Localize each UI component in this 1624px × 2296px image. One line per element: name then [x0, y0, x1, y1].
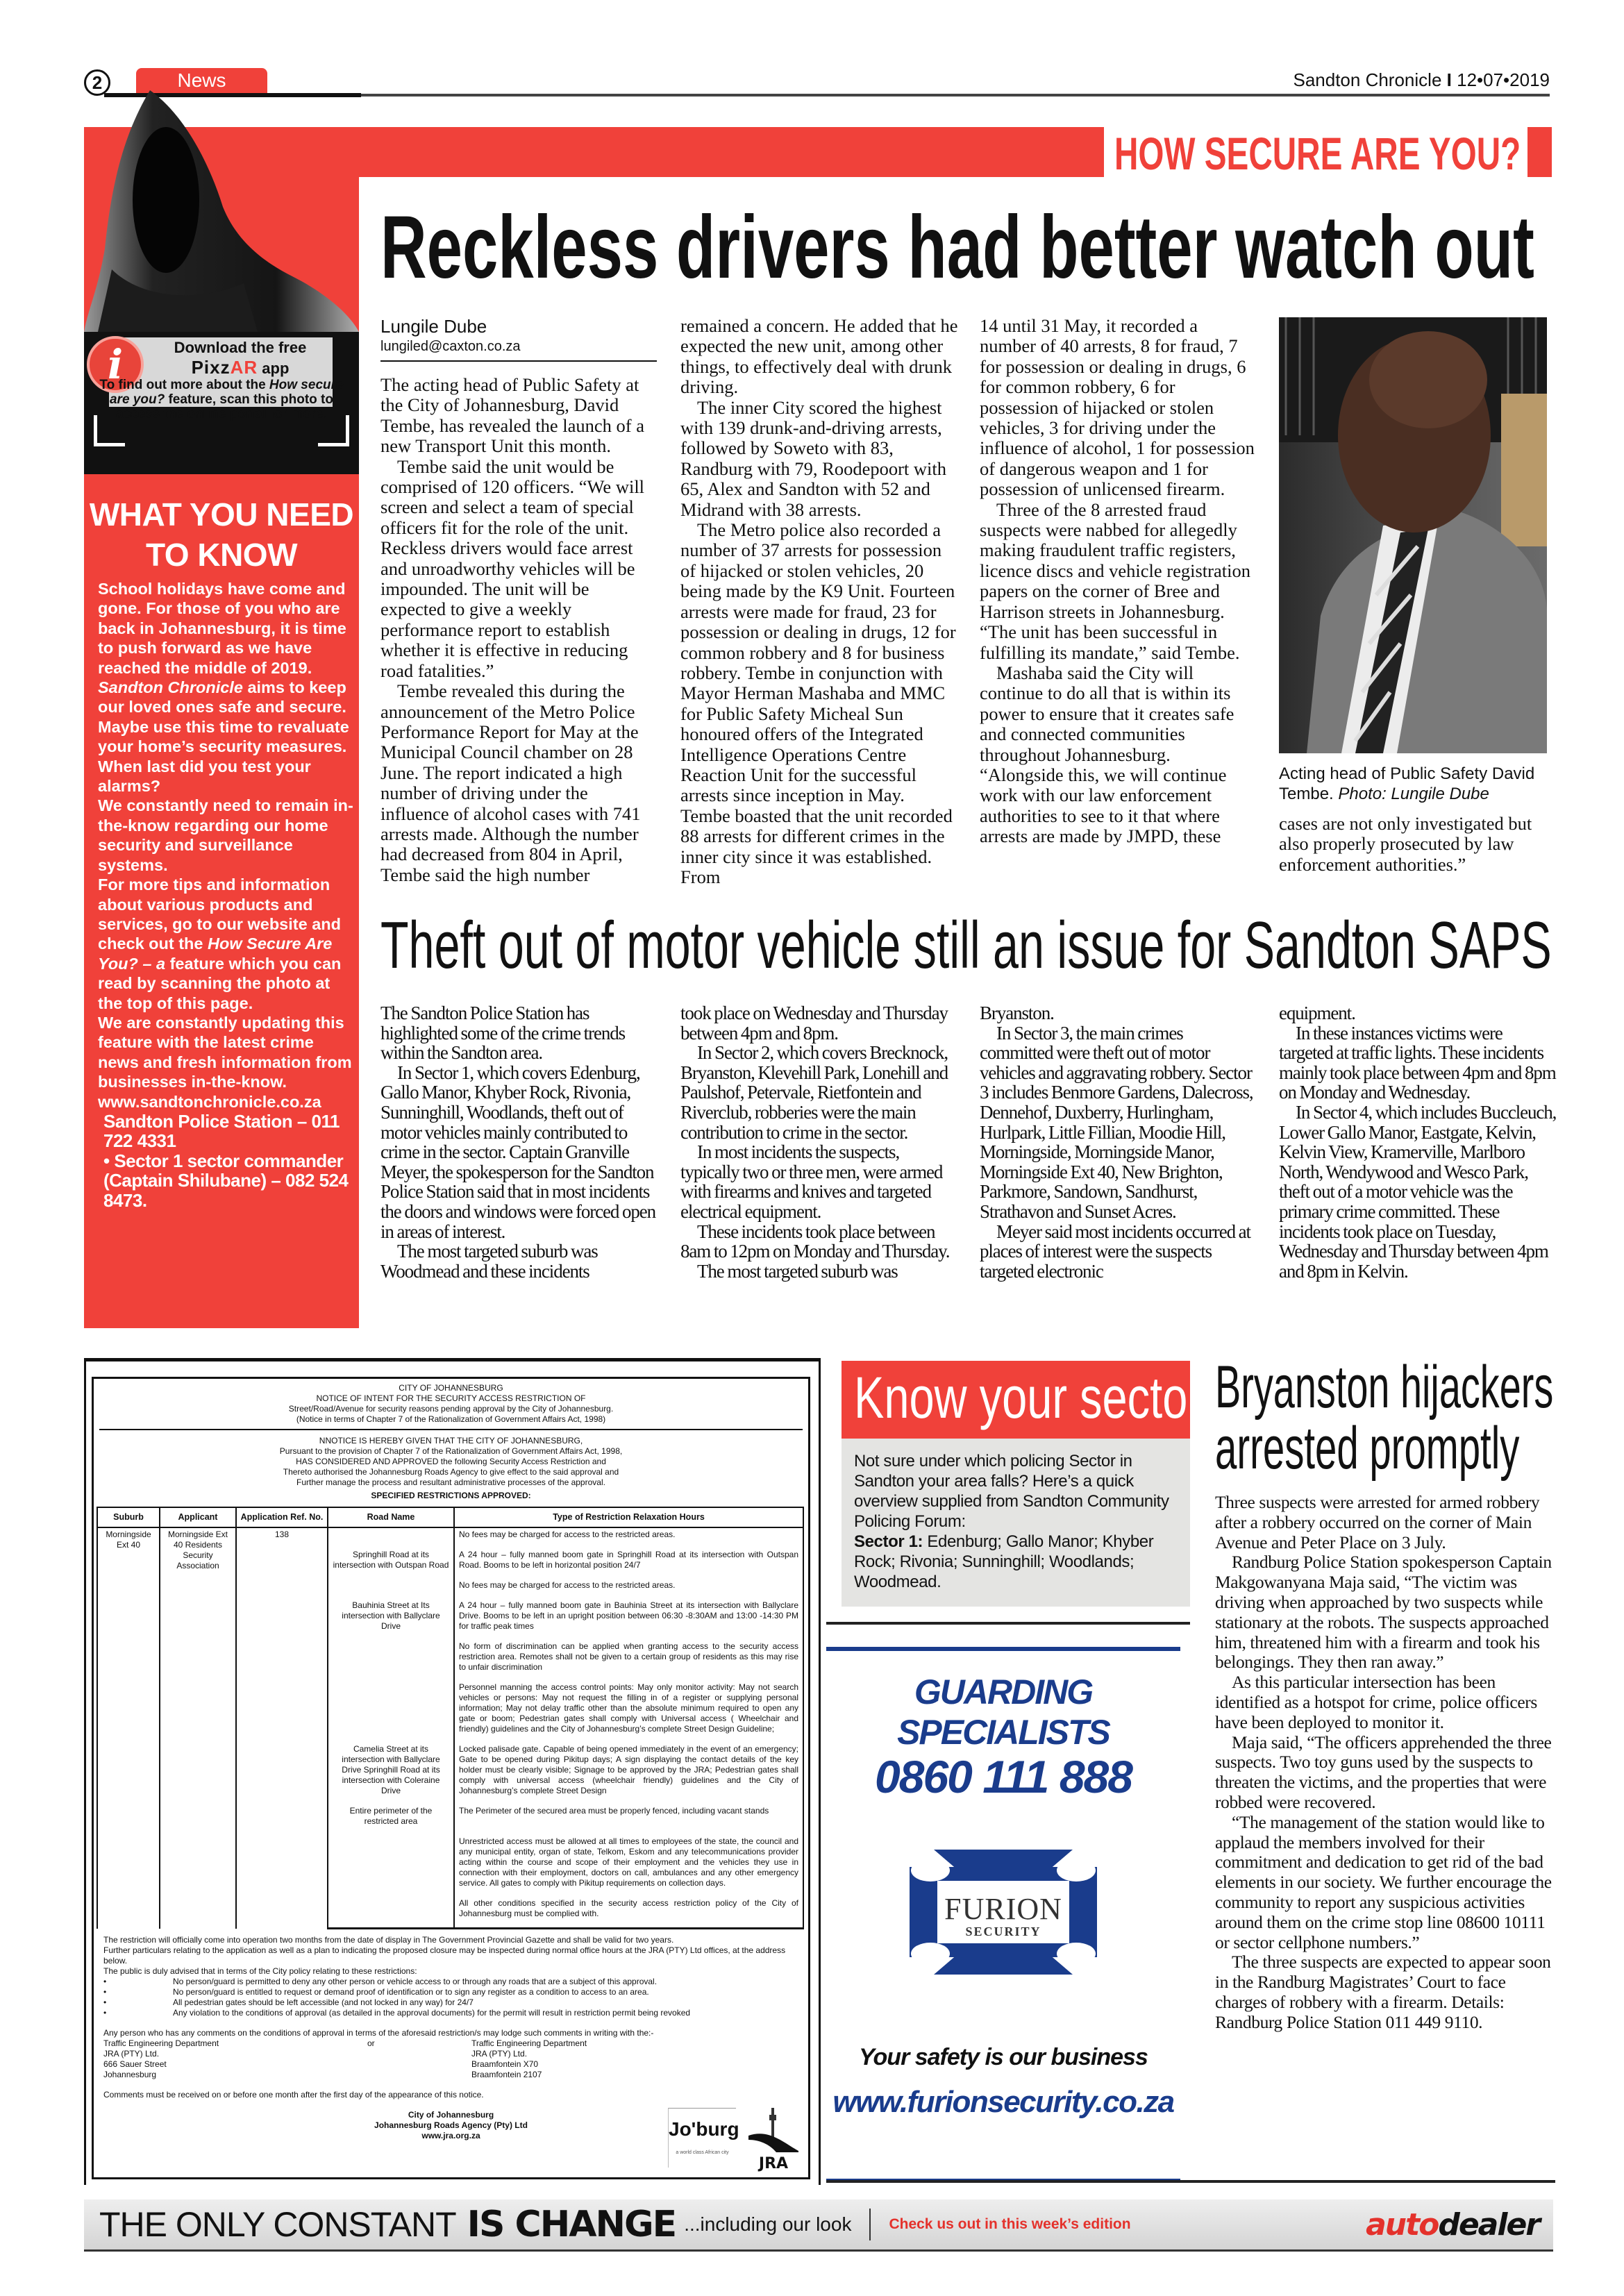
promo-line: Download the free: [174, 339, 307, 356]
banner-cta: Check us out in this week’s edition: [889, 2216, 1131, 2232]
notice-intro: [94, 1436, 808, 1488]
paragraph: Tembe said the unit would be comprised of 120 officers. “We will screen and select a team of special officers fit for the role of the unit. Reckless drivers would face arrest and unroadworthy vehicles will be impounded. The unit will be expected to give a weekly performance report to establish whether it is effective in reducing road fatalities.”: [380, 455, 645, 681]
caption-and-column: [1279, 764, 1551, 875]
sector-areas: Edenburg; Gallo Manor; Khyber Rock; Rivonia; Sunninghill; Woodlands; Woodmead.: [854, 1532, 1154, 1591]
text-line: www.jra.org.za: [421, 2131, 480, 2140]
text-line: CITY OF JOHANNESBURG: [399, 1383, 503, 1393]
banner-divider: [869, 2209, 871, 2240]
publication-ref: Sandton Chronicle: [98, 678, 243, 697]
joburg-logo: [668, 2108, 739, 2168]
furion-logo: [910, 1850, 1097, 1975]
paragraph: Bryanston.: [980, 1003, 1054, 1023]
banner-text-bold: IS CHANGE: [467, 2204, 676, 2245]
text-line: 666 Sauer Street: [103, 2059, 167, 2069]
furion-security-ad: [826, 1647, 1180, 2183]
notice-specified: SPECIFIED RESTRICTIONS APPROVED:: [371, 1491, 531, 1500]
bullet-icon: •: [103, 1977, 107, 1986]
cell-road-name: Bauhinia Street at Its intersection with Ballyclare Drive: [328, 1599, 454, 1640]
ad-phone: 0860 111 888: [875, 1751, 1132, 1802]
text-line: Johannesburg Roads Agency (Pty) Ltd: [374, 2120, 528, 2130]
issue-date: 12•07•2019: [1457, 69, 1550, 90]
feature-title: [1114, 128, 1521, 178]
paragraph: The Metro police also recorded a number of 37 arrests for possession of hijacked or stolen vehicles, 20 being made by the K9 Unit. Fourteen arrests were made for fraud, 23 for possession or dealing in drugs, 12 for common robbery and 8 for business robbery. Tembe in conjunction with Mayor Herman Mashaba and MMC for Public Safety Micheal Sun honoured offers of the Integrated Intelligence Operations Centre Reaction Unit for the successful arrests since inception in May. Tembe boasted that the unit recorded 88 arrests for different crimes in the inner city since it was established. From: [680, 519, 956, 887]
ad-url: www.furionsecurity.co.za: [832, 2085, 1174, 2119]
bullet-icon: •: [103, 2008, 107, 2018]
sidebar-paragraph: Maybe use this time to revaluate your home’s security measures. When last did you test your alarms?: [98, 717, 349, 796]
masthead: [1293, 69, 1550, 91]
headline: [1215, 1354, 1554, 1482]
feature-banner-bar: [359, 127, 1104, 177]
restrictions-table: [97, 1507, 804, 1929]
column-header: Applicant: [160, 1507, 236, 1527]
joburg-tagline: a world class African city: [676, 2150, 729, 2155]
article-column: [680, 316, 958, 887]
headline: [380, 908, 1552, 982]
notice-text: Any person who has any comments on the conditions of approval in terms of the aforesaid restriction/s may lodge such comments in writing with the:-: [103, 2028, 654, 2038]
author-email: lungiled@caxton.co.za: [380, 339, 521, 354]
feature-banner-end: [1527, 127, 1552, 177]
cell-restriction: No fees may be charged for access to the restricted areas.: [454, 1579, 803, 1599]
sector-commander-contact: • Sector 1 sector commander (Captain Shilubane) – 082 524 8473.: [103, 1150, 349, 1211]
bullet-item: [103, 1987, 798, 1997]
text-line: Johannesburg: [103, 2070, 157, 2079]
app-name-part: Pixz: [191, 357, 231, 378]
banner-tail: ...including our look: [684, 2213, 852, 2235]
app-promo-box: [84, 332, 359, 474]
autodealer-logo: [1366, 2207, 1539, 2243]
paragraph: The three suspects are expected to appear soon in the Randburg Magistrates’ Court to face charges of robbery with a firearm. Details: Randburg Police Station 011 449 9110.: [1215, 1952, 1551, 2032]
know-your-sector-title-text: Know your sector: [854, 1365, 1203, 1430]
text-line: Traffic Engineering Department: [471, 2038, 587, 2048]
address-or: or: [367, 2038, 375, 2048]
sidebar-body: [98, 579, 356, 1210]
paragraph: In Sector 2, which covers Brecknock, Bryanston, Klevehill Park, Lonehill and Paulshof, Petervale, Rietfontein and Riverclub, robberies were the main contribution to crime in the sector.: [680, 1042, 948, 1143]
column-header: Type of Restriction Relaxation Hours: [454, 1507, 803, 1527]
jra-logo: [748, 2108, 798, 2170]
table-header-row: [97, 1507, 803, 1527]
address-right: [471, 2038, 735, 2080]
article-column: [680, 1003, 958, 1281]
notice-bullets: [103, 1977, 798, 2018]
know-your-sector-body: [842, 1439, 1190, 1607]
bullet-text: No person/guard is entitled to request or demand proof of identification or to sign any register as a condition to access to an area.: [173, 1987, 649, 1997]
police-contact: Sandton Police Station – 011 722 4331: [103, 1110, 340, 1152]
paragraph: The acting head of Public Safety at the City of Johannesburg, David Tembe, has revealed the launch of a new Transport Unit this month.: [380, 374, 645, 457]
paragraph: cases are not only investigated but also properly prosecuted by law enforcement authorities.”: [1279, 813, 1532, 875]
text-line: Further manage the process and resultant administrative processes of the approval.: [296, 1477, 605, 1487]
text-line: City of Johannesburg: [408, 2110, 494, 2120]
jra-logo-text: JRA: [758, 2155, 789, 2172]
cell-restriction: The Perimeter of the secured area must be properly fenced, including vacant stands: [454, 1804, 803, 1835]
paragraph: Three of the 8 arrested fraud suspects were nabbed for allegedly making fraudulent traffic registers, licence discs and vehicle registration papers on the corner of Bree and Harrison streets in Johannesburg. “The unit has been successful in fulfilling its mandate,” said Tembe.: [980, 498, 1250, 663]
column-header: Suburb: [97, 1507, 160, 1527]
page-number: 2: [84, 69, 110, 96]
promo-text: feature, scan this photo to access the online portal for more.: [115, 392, 333, 421]
column-header: Application Ref. No.: [236, 1507, 328, 1527]
tower-icon: [748, 2108, 798, 2152]
paragraph: Randburg Police Station spokesperson Captain Makgowanyana Maja said, “The victim was driving when approached by two suspects while stationary at the robots. The suspects approached him, threatened him with a firearm and took his belongings. They then ran away.”: [1215, 1552, 1552, 1673]
text-line: NNOTICE IS HEREBY GIVEN THAT THE CITY OF JOHANNESBURG,: [319, 1436, 583, 1446]
paragraph: “The management of the station would like to applaud the members involved for their commitment and dedication to get rid of the bad elements in our society. We further encourage the community to report any suspicious activities around them on the crime stop line 08600 10111 or sector cellphone numbers.”: [1215, 1811, 1552, 1952]
section-tab: News: [136, 68, 267, 93]
paragraph: The inner City scored the highest with 139 drunk-and-driving arrests, followed by Soweto with 83, Randburg with 79, Roodepoort with 65, Alex and Sandton with 52 and Midrand with 38 arrests.: [680, 396, 947, 520]
cell-road-name: [328, 1640, 454, 1681]
text-line: JRA (PTY) Ltd.: [103, 2049, 160, 2059]
photo-credit: Photo: Lungile Dube: [1338, 785, 1489, 803]
notice-divider: [99, 1429, 803, 1430]
portrait-photo: [1279, 317, 1547, 753]
banner-text: THE ONLY CONSTANT: [99, 2205, 456, 2244]
app-name: [140, 357, 341, 378]
cell-restriction: Locked palisade gate. Capable of being opened immediately in the event of an emergency; Gate to be opened during Pikitup days; A sign displaying the contact details of the key holder must be clearly visible; Signage to be approved by the JRA; Pedestrian gates shall comply with universal access (wheelchair friendly) guidelines and the City of Johannesburg’s complete Street Design: [454, 1743, 803, 1804]
text-line: Traffic Engineering Department: [103, 2038, 219, 2048]
bullet-text: Any violation to the conditions of approval (as detailed in the approval documents) for the permit will result in restriction permit being revoked: [173, 2008, 691, 2018]
cell-restriction: All other conditions specified in the security access restriction policy of the City of Johannesburg must be complied with.: [454, 1897, 803, 1929]
notice-text: The restriction will officially come into operation two months from the date of display in The Government Provincial Gazette and shall be valid for two years.: [103, 1935, 674, 1945]
cell-restriction: No form of discrimination can be applied when granting access to the security access restriction area. Remotes shall not be given to a certain group of residents as this may rise to unfair discrimination: [454, 1640, 803, 1681]
furion-logo-sub: SECURITY: [965, 1925, 1041, 1938]
paragraph: In Sector 1, which covers Edenburg, Gallo Manor, Khyber Rock, Rivonia, Sunninghill, Woodlands, theft out of motor vehicles mainly contributed to crime in the sector. Captain Granville Meyer, the spokesperson for the Sandton Police Station said that in most incidents the doors and windows were forced open in areas of interest.: [380, 1062, 656, 1242]
sidebar-paragraph: We constantly need to remain in-the-know regarding our home security and surveillance systems.: [98, 796, 353, 874]
cell-ref: 138: [236, 1527, 328, 1929]
cell-restriction: Unrestricted access must be allowed at all times to employees of the state, the council and any municipal entity, organ of state, Telkom, Eskom and any telecommunications provider acting within the course and scope of their employment and the vehicles they use in connection with their employment, doctors on call, ambulances and any other emergency service. All gates to comply with Pikitup requirements on collection days.: [454, 1835, 803, 1897]
article-column: [980, 1003, 1257, 1281]
know-your-sector-title: [842, 1361, 1203, 1439]
headline-text: Theft out of motor vehicle still an issue for Sandton SAPS: [380, 908, 1552, 982]
paragraph: 14 until 31 May, it recorded a number of 40 arrests, 8 for fraud, 7 for possession or dealing in drugs, 6 for common robbery, 6 for possession of hijacked or stolen vehicles, 3 for driving under the influence of alcohol, 1 for possession of dangerous weapon and 1 for possession of unlicensed firearm.: [980, 315, 1255, 500]
text-line: HAS CONSIDERED AND APPROVED the following Security Access Restriction and: [296, 1457, 606, 1466]
man-in-suit-image: [1279, 317, 1547, 753]
feature-ref: How Secure Are You? – a: [98, 935, 333, 973]
paragraph: The most targeted suburb was Woodmead and these incidents: [380, 1241, 598, 1282]
cell-restriction: No fees may be charged for access to the restricted areas.: [454, 1527, 803, 1548]
text-line: NOTICE OF INTENT FOR THE SECURITY ACCESS RESTRICTION OF: [316, 1393, 586, 1403]
paragraph: These incidents took place between 8am to 12pm on Monday and Thursday.: [680, 1221, 950, 1262]
addresses: [103, 2038, 798, 2080]
divider: [826, 1622, 1190, 1625]
cell-road-name: [328, 1527, 454, 1548]
paragraph: In Sector 3, the main crimes committed were theft out of motor vehicles and aggravating robbery. Sector 3 includes Benmore Gardens, Dalecross, Dennehof, Duxberry, Hurlingham, Hurlpark, Little Fillian, Moodie Hill, Morningside, Morningside Manor, Morningside Ext 40, New Brighton, Parkmore, Sandown, Sandhurst, Strathavon and Sunset Acres.: [980, 1022, 1253, 1222]
article-column: [1279, 814, 1551, 875]
paragraph: Tembe revealed this during the announcement of the Metro Police Performance Report for May at the Municipal Council chamber on 28 June. The report indicated a high number of driving under the influence of alcohol cases with 741 arrests made. Although the number had decreased from 804 in April, Tembe said the high number: [380, 680, 641, 885]
text-line: Street/Road/Avenue for security reasons pending approval by the City of Johannesburg.: [288, 1404, 614, 1414]
website-url: www.sandtonchronicle.co.za: [98, 1092, 321, 1111]
cell-road-name: Springhill Road at its intersection with Outspan Road: [328, 1548, 454, 1579]
paragraph: In most incidents the suspects, typically two or three men, were armed with firearms and knives and targeted electrical equipment.: [680, 1141, 943, 1222]
cell-road-name: [328, 1681, 454, 1743]
cell-road-name: [328, 1897, 454, 1929]
text: feature which you can read by scanning the photo at the top of this page.: [98, 954, 342, 1012]
app-promo-title: [140, 339, 341, 378]
author-name: Lungile Dube: [380, 316, 487, 337]
publication-name: Sandton Chronicle: [1293, 69, 1442, 90]
logo-part: auto: [1366, 2206, 1439, 2243]
article-column: [980, 316, 1257, 847]
cell-restriction: A 24 hour – fully manned boom gate in Bauhinia Street at its intersection with Ballyclare Drive. Booms to be left in an upright position between 06:30 -8:30AM and 13:00 -14:30 PM for traffic peak times: [454, 1599, 803, 1640]
address-left: [103, 2038, 367, 2080]
headline: [380, 198, 1534, 297]
logo-part: dealer: [1438, 2206, 1539, 2243]
text: For more tips and information about various products and services, go to our website and check out the: [98, 875, 341, 953]
article-column: [1279, 1003, 1557, 1281]
paragraph: The most targeted suburb was: [697, 1260, 898, 1282]
promo-feature-name: How secure are you?: [109, 378, 344, 407]
cell-road-name: [328, 1835, 454, 1897]
sector-label: Sector 1:: [854, 1532, 923, 1551]
table-row: [97, 1527, 803, 1548]
cell-restriction: A 24 hour – fully manned boom gate in Springhill Road at its intersection with Outspan Road. Booms to be left in horizontal position 24/7: [454, 1548, 803, 1579]
paragraph: Three suspects were arrested for armed robbery after a robbery occurred on the corner of Main Avenue and Peter Place on 3 July.: [1215, 1492, 1540, 1552]
byline: [380, 316, 657, 362]
bullet-text: No person/guard is permitted to deny any other person or vehicle access to or through any roads that are a subject of this approval.: [173, 1977, 658, 1986]
furion-logo-name: FURION: [944, 1892, 1062, 1926]
text-line: Pursuant to the provision of Chapter 7 of the Rationalization of Government Affairs Act, 1998,: [279, 1446, 623, 1456]
photo-caption: [1279, 764, 1551, 804]
notice-logos: [668, 2108, 798, 2170]
divider: [826, 2180, 1555, 2183]
public-notice: [92, 1377, 810, 2179]
sidebar-heading: WHAT YOU NEED TO KNOW: [89, 496, 354, 573]
hooded-figure-image: [84, 89, 359, 332]
bullet-icon: •: [103, 1997, 107, 2007]
paragraph: Mashaba said the City will continue to do all that is within its power to ensure that it creates safe and connected communities throughout Johannesburg. “Alongside this, we will continue work with our law enforcement authorities to see to it that where arrests are made by JMPD, these: [980, 662, 1234, 847]
app-promo-description: [97, 378, 346, 421]
notice-text: Further particulars relating to the application as well as a plan to indicating the proposed closure may be inspected during normal office hours at the JRA (PTY) Ltd offices, at the address below.: [103, 1945, 786, 1966]
text-line: JRA (PTY) Ltd.: [471, 2049, 528, 2059]
article-column: [1215, 1493, 1553, 2033]
bullet-item: [103, 1977, 798, 1987]
article-column: [380, 1003, 658, 1281]
notice-text: Comments must be received on or before one month after the first day of the appearance of this notice.: [103, 2090, 484, 2100]
cell-restriction: Personnel manning the access control points: May only monitor activity: May not search vehicles or persons: May not request the filling in of a register or supplying personal information; May not delay traffic other than the absolute minimum required to open any gate or boom; Pedestrian gates shall comply with Universal access ( Wheelchair and friendly) guidelines and the City of Johannesburg’s complete Street Design Guideline;: [454, 1681, 803, 1743]
headline-line: arrested promptly: [1215, 1415, 1520, 1482]
sidebar-paragraph: [98, 579, 356, 717]
cell-road-name: Camelia Street at its intersection with Ballyclare Drive Springhill Road at its intersection with Coleraine Drive: [328, 1743, 454, 1804]
column-header: Road Name: [328, 1507, 454, 1527]
headline-line: Bryanston hijackers: [1215, 1354, 1554, 1421]
text: aims to keep our loved ones safe and secure.: [98, 678, 346, 717]
paragraph: Meyer said most incidents occurred at places of interest were the suspects targeted electronic: [980, 1221, 1250, 1282]
text: School holidays have come and gone. For those of you who are back in Johannesburg, it is time to push forward as we have reached the middle of 2019.: [98, 580, 346, 677]
paragraph: In these instances victims were targeted at traffic lights. These incidents mainly took place between 4pm and 8pm on Monday and Wednesday.: [1279, 1022, 1556, 1103]
bullet-item: [103, 2008, 798, 2018]
ad-slogan: Your safety is our business: [859, 2044, 1148, 2070]
sector-intro: Not sure under which policing Sector in Sandton your area falls? Here’s a quick overview supplied from Sandton Community Policing Forum:: [854, 1452, 1169, 1531]
sidebar-paragraph: We are constantly updating this feature with the latest crime news and fresh information from businesses in-the-know.: [98, 1013, 352, 1091]
cell-road-name: [328, 1579, 454, 1599]
notice-heading: [94, 1383, 808, 1425]
app-suffix: app: [262, 360, 290, 377]
sidebar-content: [84, 494, 359, 1210]
text-line: Braamfontein X70: [471, 2059, 539, 2069]
promo-text: To find out more about the: [99, 378, 266, 392]
feature-title-text: HOW SECURE ARE YOU?: [1114, 128, 1521, 179]
article-column: [380, 375, 658, 885]
paragraph: The Sandton Police Station has highlighted some of the crime trends within the Sandton area.: [380, 1003, 626, 1064]
info-icon: i: [87, 336, 144, 393]
text-line: (Notice in terms of Chapter 7 of the Rationalization of Government Affairs Act, 1998): [296, 1414, 606, 1424]
paragraph: Maja said, “The officers apprehended the three suspects. Two toy guns used by the suspects to threaten the victims, and the properties that were robbed were recovered.: [1215, 1732, 1552, 1812]
joburg-logo-text: Jo'burg: [669, 2118, 739, 2140]
bullet-icon: •: [103, 1987, 107, 1997]
paragraph: In Sector 4, which includes Buccleuch, Lower Gallo Manor, Eastgate, Kelvin, Kelvin View, Kramerville, Marlboro North, Wendywood and Wesco Park, theft out of a motor vehicle was the primary crime committed. These incidents took place on Tuesday, Wednesday and Thursday between 4pm and 8pm in Kelvin.: [1279, 1101, 1557, 1282]
separator: I: [1446, 69, 1452, 90]
ad-tagline: GUARDING SPECIALISTS: [897, 1673, 1110, 1752]
text-line: Thereto authorised the Johannesburg Roads Agency to give effect to the said approval and: [283, 1467, 619, 1477]
bullet-text: All pedestrian gates should be left accessible (and not locked in any way) for 24/7: [173, 1997, 474, 2007]
paragraph: As this particular intersection has been identified as a hotspot for crime, police officers have been deployed to monitor it.: [1215, 1672, 1537, 1732]
paragraph: remained a concern. He added that he expected the new unit, among other things, to effectively deal with drunk driving.: [680, 315, 958, 398]
paragraph: took place on Wednesday and Thursday between 4pm and 8pm.: [680, 1003, 948, 1044]
cell-applicant: Morningside Ext 40 Residents Security Association: [160, 1527, 236, 1929]
paragraph: equipment.: [1279, 1003, 1355, 1023]
autodealer-banner-ad: [84, 2199, 1553, 2252]
app-name-part: AR: [230, 357, 258, 378]
sidebar-paragraph: [98, 875, 356, 1013]
text-line: Braamfontein 2107: [471, 2070, 542, 2079]
bullet-item: [103, 1997, 798, 2008]
caption-text: Acting head of Public Safety David Tembe.: [1279, 764, 1535, 803]
cell-suburb: Morningside Ext 40: [97, 1527, 160, 1929]
notice-text: The public is duly advised that in terms of the City policy relating to these restrictions:: [103, 1966, 417, 1976]
headline-text: Reckless drivers had better watch out: [380, 198, 1534, 297]
cell-road-name: Entire perimeter of the restricted area: [328, 1804, 454, 1835]
